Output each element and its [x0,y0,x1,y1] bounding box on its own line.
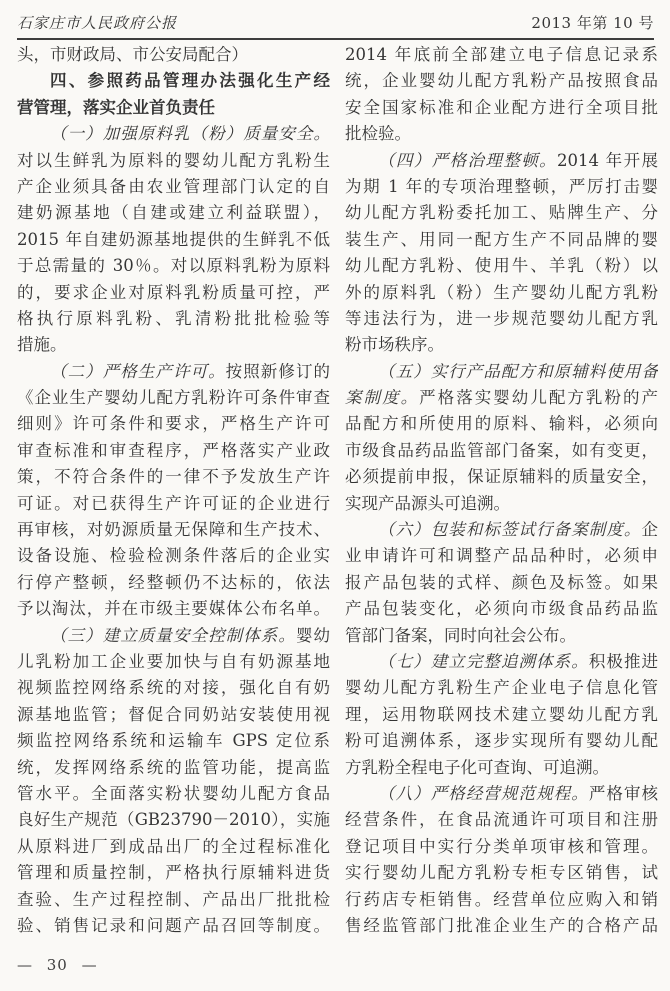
body-text: 粉市场秩序。 [345,335,444,355]
text-line [345,148,658,174]
text-line [17,306,330,332]
subheading-text: （三）建立质量安全控制体系。 [50,625,296,645]
text-line [17,411,330,437]
body-text: 行药店专柜销售。经营单位应购入和销 [345,889,658,909]
body-text: 为期 1 年的专项治理整顿，严厉打击婴 [345,176,658,196]
text-line [345,121,658,147]
body-text: 头，市财政局、市公安局配合） [17,45,248,64]
body-text: 登记项目中实行分类单项审核和管理。 [345,836,658,856]
body-text: 严格落实婴幼儿配方乳粉的产 [419,388,658,408]
subheading-text: （六）包装和标签试行备案制度。 [378,520,642,540]
text-line [345,728,658,754]
body-text: 必须提前申报，保证原辅料的质量安全， [345,467,658,487]
body-text: 儿乳粉加工企业要加快与自有奶源基地 [17,651,330,671]
text-line [17,596,330,622]
body-text: 婴幼儿配方乳粉生产企业电子信息化管 [345,678,658,698]
body-text: 频监控网络系统和运输车 GPS 定位系 [17,731,330,751]
subheading-text: 案制度。 [345,388,420,408]
text-line [17,464,330,490]
text-line [17,728,330,754]
body-text: 源基地监管；督促合同奶站安装使用视 [17,704,330,724]
text-line [345,543,658,569]
body-text: 幼儿配方乳粉委托加工、贴牌生产、分 [345,203,658,223]
text-line [345,781,658,807]
journal-title: 石家庄市人民政府公报 [17,14,178,32]
text-line [17,253,330,279]
text-line [17,517,330,543]
body-text: 报产品包装的式样、颜色及标签。如果 [345,572,658,592]
text-line [17,887,330,913]
text-line [345,596,658,622]
text-line [17,359,330,385]
body-text: 装生产、用同一配方生产不同品牌的婴 [345,229,658,249]
text-line [345,755,658,781]
body-text: 统，发挥网络系统的监管功能，提高监 [17,757,330,777]
body-text: 产企业须具备由农业管理部门认定的自 [17,176,330,196]
body-text: 的，要求企业对原料乳粉质量可控，严 [17,282,330,302]
text-line [345,227,658,253]
text-line [17,913,330,939]
body-text: 良好生产规范（GB23790－2010），实施 [17,810,330,830]
text-line [345,623,658,649]
body-text: 理，运用物联网技术建立婴幼儿配方乳 [345,704,658,724]
text-line [345,359,658,385]
text-line [345,675,658,701]
subheading-text: （八）严格经营规范规程。 [378,783,589,803]
body-text: 验、销售记录和问题产品召回等制度。 [17,915,330,935]
body-text: 售经监管部门批准企业生产的合格产品 [345,915,658,935]
body-text: 可证。对已获得生产许可证的企业进行 [17,493,330,513]
text-line [17,438,330,464]
text-line [17,860,330,886]
body-text: 婴幼 [295,625,330,645]
text-line [345,887,658,913]
text-line [345,174,658,200]
text-line [345,913,658,939]
body-text: 积极推进 [588,651,658,671]
text-line [17,174,330,200]
body-text: 企 [641,520,658,540]
body-text: 从原料进厂到成品出厂的全过程标准化 [17,836,330,856]
body-text: 管部门备案，同时向社会公布。 [345,625,576,645]
body-text: 视频监控网络系统的对接，强化自有奶 [17,678,330,698]
text-line [345,42,658,68]
text-line [17,121,330,147]
body-text: 再审核，对奶源质量无保障和生产技术、 [17,520,330,540]
text-line [17,385,330,411]
body-text: 2014 年底前全部建立电子信息记录系 [345,45,658,64]
text-line [17,702,330,728]
body-text: 品配方和所使用的原料、输料，必须向 [345,414,658,434]
text-line [17,200,330,226]
page-number: — 30 — [17,956,98,974]
text-line [17,95,330,121]
text-line [17,755,330,781]
text-line [345,570,658,596]
subheading-text: （五）实行产品配方和原辅料使用备 [378,361,658,381]
text-line [345,491,658,517]
text-line [345,834,658,860]
heading-text: 四、参照药品管理办法强化生产经 [50,71,330,91]
body-text: 幼儿配方乳粉、使用牛、羊乳（粉）以 [345,256,658,276]
body-text: 2015 年自建奶源基地提供的生鲜乳不低 [17,229,330,249]
body-text: 查验、生产过程控制、产品出厂批批检 [17,889,330,909]
text-line [345,306,658,332]
body-text: 行停产整顿，经整顿仍不达标的，依法 [17,572,330,592]
text-line [345,68,658,94]
body-text: 格执行原料乳粉、乳清粉批批检验等 [17,308,330,328]
issue-number: 2013 年第 10 号 [531,14,654,32]
body-text: 实现产品源头可追溯。 [345,493,510,513]
text-line [345,807,658,833]
text-line [17,649,330,675]
subheading-text: （七）建立完整追溯体系。 [378,651,589,671]
body-text: 于总需量的 30％。对以原料乳粉为原料 [17,256,330,276]
body-text: 方乳粉全程电子化可查询、可追溯。 [345,757,609,777]
text-line [345,411,658,437]
text-line [17,68,330,94]
body-text: 审查标准和审查程序，严格落实产业政 [17,440,330,460]
body-text: 《企业生产婴幼儿配方乳粉许可条件审查 [17,388,330,408]
body-text: 措施。 [17,335,67,355]
text-line [345,332,658,358]
text-line [17,570,330,596]
body-text: 粉可追溯体系，逐步实现所有婴幼儿配 [345,731,658,751]
body-text: 2014 年开展 [557,150,658,170]
body-text: 建奶源基地（自建或建立利益联盟）， [17,203,330,223]
text-line [17,148,330,174]
text-line [345,438,658,464]
body-text: 予以淘汰，并在市级主要媒体公布名单。 [17,599,330,619]
body-text: 策，不符合条件的一律不予发放生产许 [17,467,330,487]
body-text: 批检验。 [345,124,411,144]
text-line [17,280,330,306]
body-text: 市级食品药品监管部门备案，如有变更， [345,440,658,460]
body-text: 按照新修订的 [225,361,330,381]
text-line [17,42,330,68]
text-line [345,95,658,121]
body-text: 业申请许可和调整产品品种时，必须申 [345,546,658,566]
left-column [17,42,330,939]
text-line [17,623,330,649]
body-text: 等违法行为，进一步规范婴幼儿配方乳 [345,308,658,328]
subheading-text: （二）严格生产许可。 [50,361,226,381]
body-text: 细则》许可条件和要求，严格生产许可 [17,414,330,434]
text-line [345,517,658,543]
body-text: 产品包装变化，必须向市级食品药品监 [345,599,658,619]
text-line [17,675,330,701]
two-column-text [17,42,658,939]
body-text: 管理和质量控制，严格执行原辅料进货 [17,863,330,883]
body-text: 外的原料乳（粉）生产婴幼儿配方乳粉 [345,282,658,302]
text-line [17,332,330,358]
subheading-text: （一）加强原料乳（粉）质量安全。 [50,124,330,144]
text-line [345,253,658,279]
text-line [345,385,658,411]
text-line [345,280,658,306]
text-line [345,200,658,226]
body-text: 安全国家标准和企业配方进行全项目批 [345,97,658,117]
page-header [17,12,654,40]
subheading-text: （四）严格治理整顿。 [378,150,558,170]
text-line [17,227,330,253]
text-line [345,464,658,490]
text-line [345,702,658,728]
text-line [17,543,330,569]
body-text: 严格审核 [588,783,658,803]
text-line [17,491,330,517]
body-text: 管水平。全面落实粉状婴幼儿配方食品 [17,783,330,803]
body-text: 实行婴幼儿配方乳粉专柜专区销售，试 [345,863,658,883]
heading-text: 营管理，落实企业首负责任 [17,97,215,117]
text-line [17,834,330,860]
body-text: 统，企业婴幼儿配方乳粉产品按照食品 [345,71,658,91]
right-column [345,42,658,939]
text-line [345,649,658,675]
text-line [17,781,330,807]
text-line [17,807,330,833]
body-text: 对以生鲜乳为原料的婴幼儿配方乳粉生 [17,150,330,170]
body-text: 设备设施、检验检测条件落后的企业实 [17,546,330,566]
text-line [345,860,658,886]
body-text: 经营条件，在食品流通许可项目和注册 [345,810,658,830]
